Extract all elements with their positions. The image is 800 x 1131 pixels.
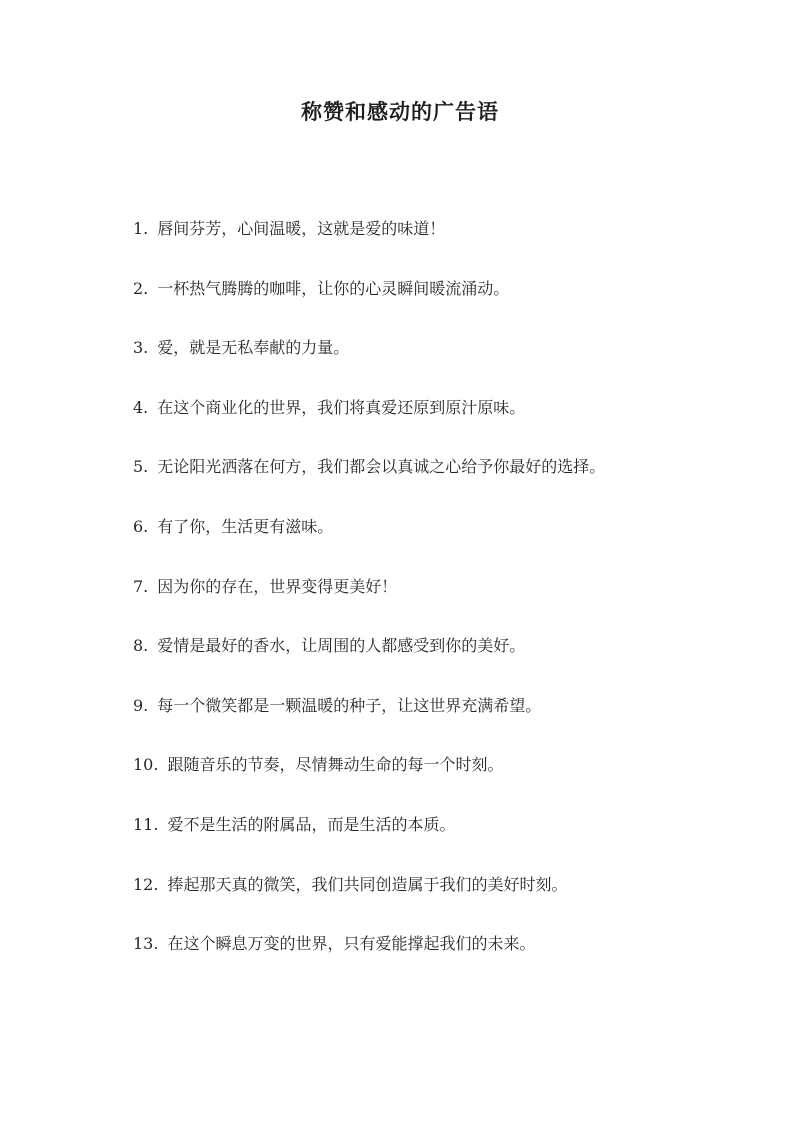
item-number: 10. <box>133 755 159 775</box>
page-title: 称赞和感动的广告语 <box>301 99 499 124</box>
item-text: 有了你，生活更有滋味。 <box>157 516 334 536</box>
item-text: 在这个商业化的世界，我们将真爱还原到原汁原味。 <box>157 397 526 417</box>
list-item <box>133 516 713 576</box>
list-item <box>133 218 713 278</box>
item-number: 6. <box>133 516 149 536</box>
slogan-list <box>133 218 713 993</box>
list-item <box>133 278 713 338</box>
item-number: 11. <box>133 814 159 834</box>
list-item <box>133 754 713 814</box>
list-item <box>133 576 713 636</box>
item-number: 8. <box>133 636 149 656</box>
list-item <box>133 814 713 874</box>
item-text: 跟随音乐的节奏，尽情舞动生命的每一个时刻。 <box>167 755 504 775</box>
item-text: 一杯热气腾腾的咖啡，让你的心灵瞬间暖流涌动。 <box>157 278 510 298</box>
item-number: 1. <box>133 219 149 238</box>
item-text: 捧起那天真的微笑，我们共同创造属于我们的美好时刻。 <box>167 874 568 894</box>
item-number: 7. <box>133 576 149 596</box>
item-text: 爱情是最好的香水，让周围的人都感受到你的美好。 <box>157 636 526 656</box>
list-item <box>133 397 713 457</box>
item-number: 13. <box>133 934 159 954</box>
list-item <box>133 695 713 755</box>
item-number: 5. <box>133 457 149 477</box>
item-text: 无论阳光洒落在何方，我们都会以真诚之心给予你最好的选择。 <box>157 457 606 477</box>
item-number: 3. <box>133 338 149 358</box>
item-text: 爱，就是无私奉献的力量。 <box>157 338 350 358</box>
list-item <box>133 933 713 993</box>
list-item <box>133 456 713 516</box>
item-number: 4. <box>133 397 149 417</box>
item-text: 爱不是生活的附属品，而是生活的本质。 <box>167 814 456 834</box>
item-text: 每一个微笑都是一颗温暖的种子，让这世界充满希望。 <box>157 695 542 715</box>
item-text: 唇间芬芳，心间温暖，这就是爱的味道！ <box>157 219 446 238</box>
item-number: 12. <box>133 874 159 894</box>
list-item <box>133 635 713 695</box>
item-text: 在这个瞬息万变的世界，只有爱能撑起我们的未来。 <box>167 934 536 954</box>
item-text: 因为你的存在，世界变得更美好！ <box>157 576 398 596</box>
list-item <box>133 337 713 397</box>
item-number: 9. <box>133 695 149 715</box>
item-number: 2. <box>133 278 149 298</box>
list-item <box>133 874 713 934</box>
